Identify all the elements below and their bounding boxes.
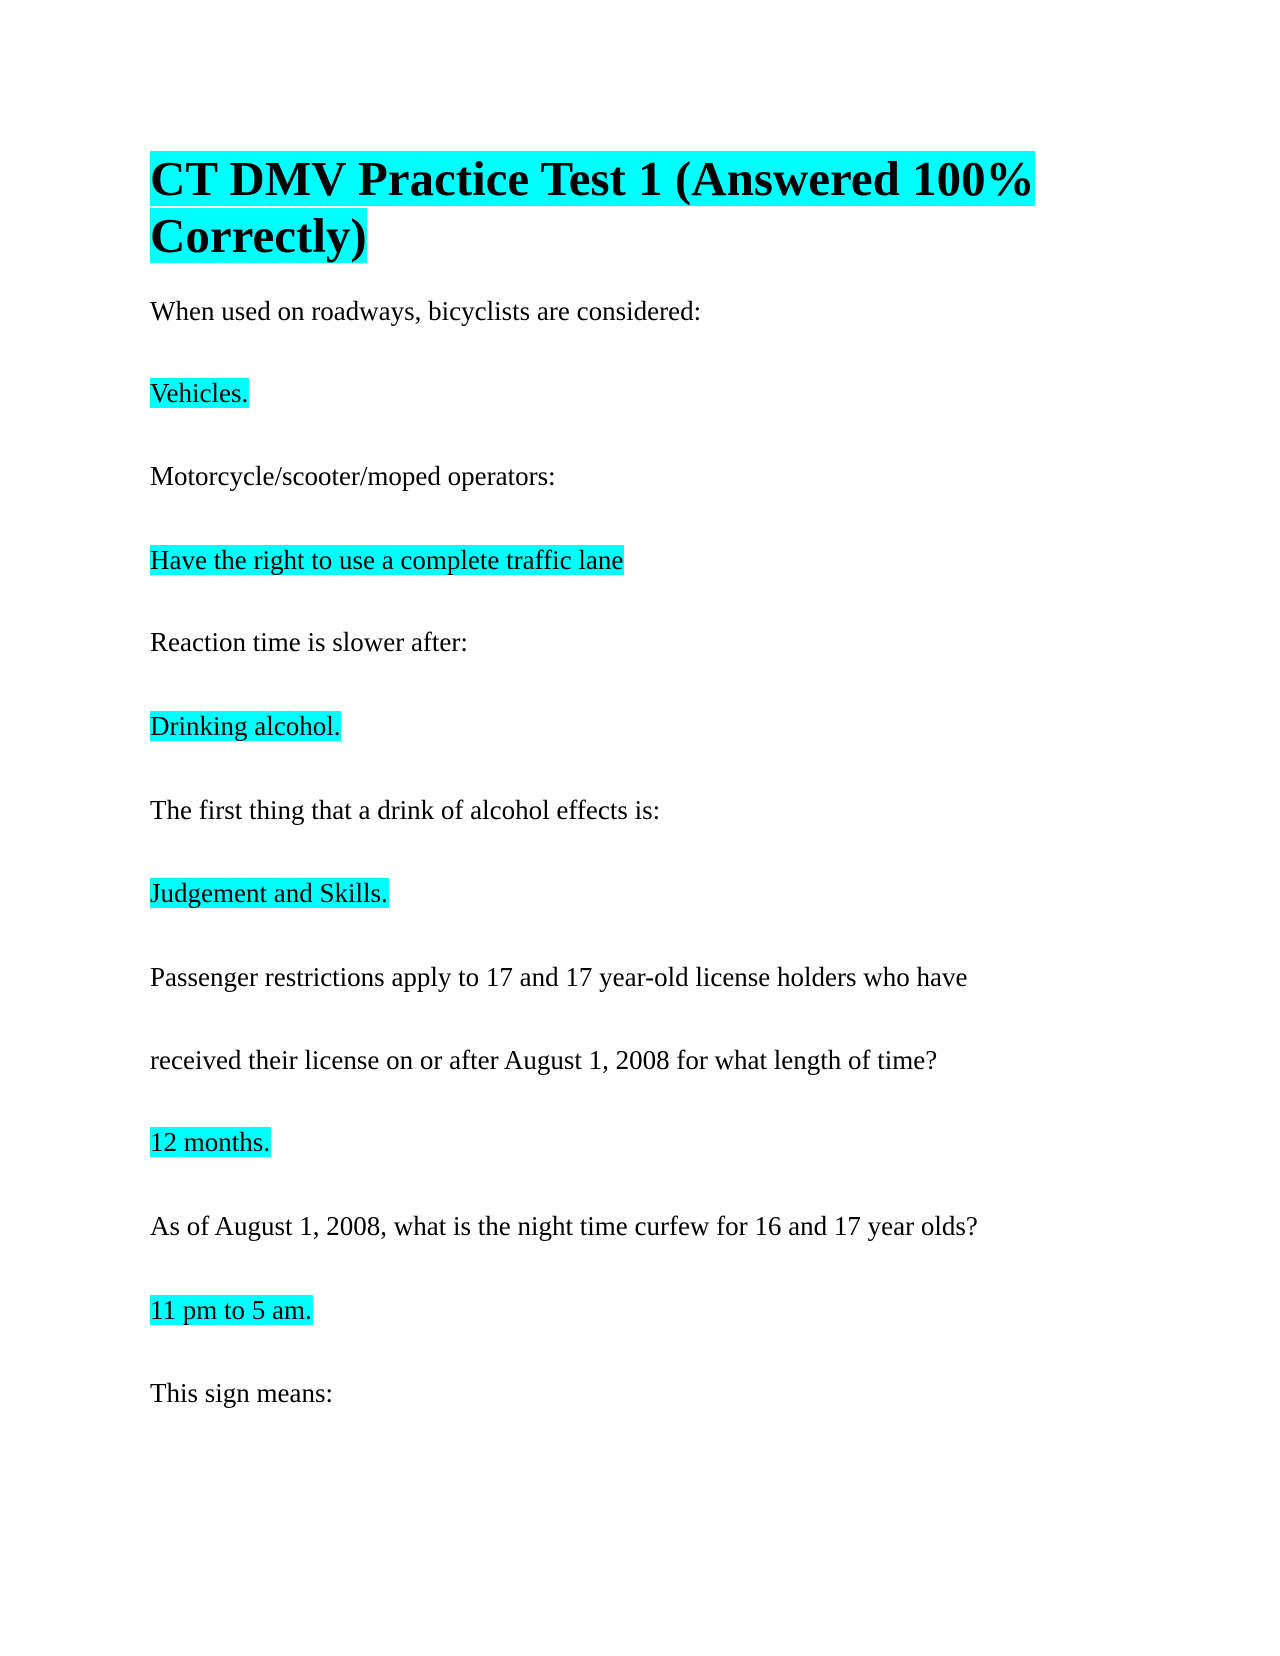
answer-6 (150, 1293, 313, 1327)
answer-highlight: Judgement and Skills. (150, 878, 388, 908)
question-2: Motorcycle/scooter/moped operators: (150, 461, 556, 491)
question-3: Reaction time is slower after: (150, 627, 468, 657)
question-4: The first thing that a drink of alcohol effects is: (150, 795, 661, 825)
question-1: When used on roadways, bicyclists are considered: (150, 296, 702, 326)
answer-2 (150, 543, 624, 577)
answer-highlight: 11 pm to 5 am. (150, 1295, 312, 1325)
title-text: CT DMV Practice Test 1 (Answered 100% Correctly) (150, 151, 1035, 263)
answer-highlight: Drinking alcohol. (150, 711, 341, 741)
answer-highlight: Have the right to use a complete traffic lane (150, 545, 624, 575)
question-6: As of August 1, 2008, what is the night time curfew for 16 and 17 year olds? (150, 1211, 978, 1241)
answer-1 (150, 376, 249, 410)
answer-5 (150, 1125, 271, 1159)
answer-highlight: Vehicles. (150, 378, 249, 408)
question-5-line-1: Passenger restrictions apply to 17 and 17 year-old license holders who have (150, 962, 968, 992)
question-5-line-2: received their license on or after August 1, 2008 for what length of time? (150, 1045, 938, 1075)
answer-highlight: 12 months. (150, 1127, 271, 1157)
question-7: This sign means: (150, 1378, 333, 1408)
answer-3 (150, 709, 341, 743)
page-title (150, 150, 1070, 264)
answer-4 (150, 876, 389, 910)
